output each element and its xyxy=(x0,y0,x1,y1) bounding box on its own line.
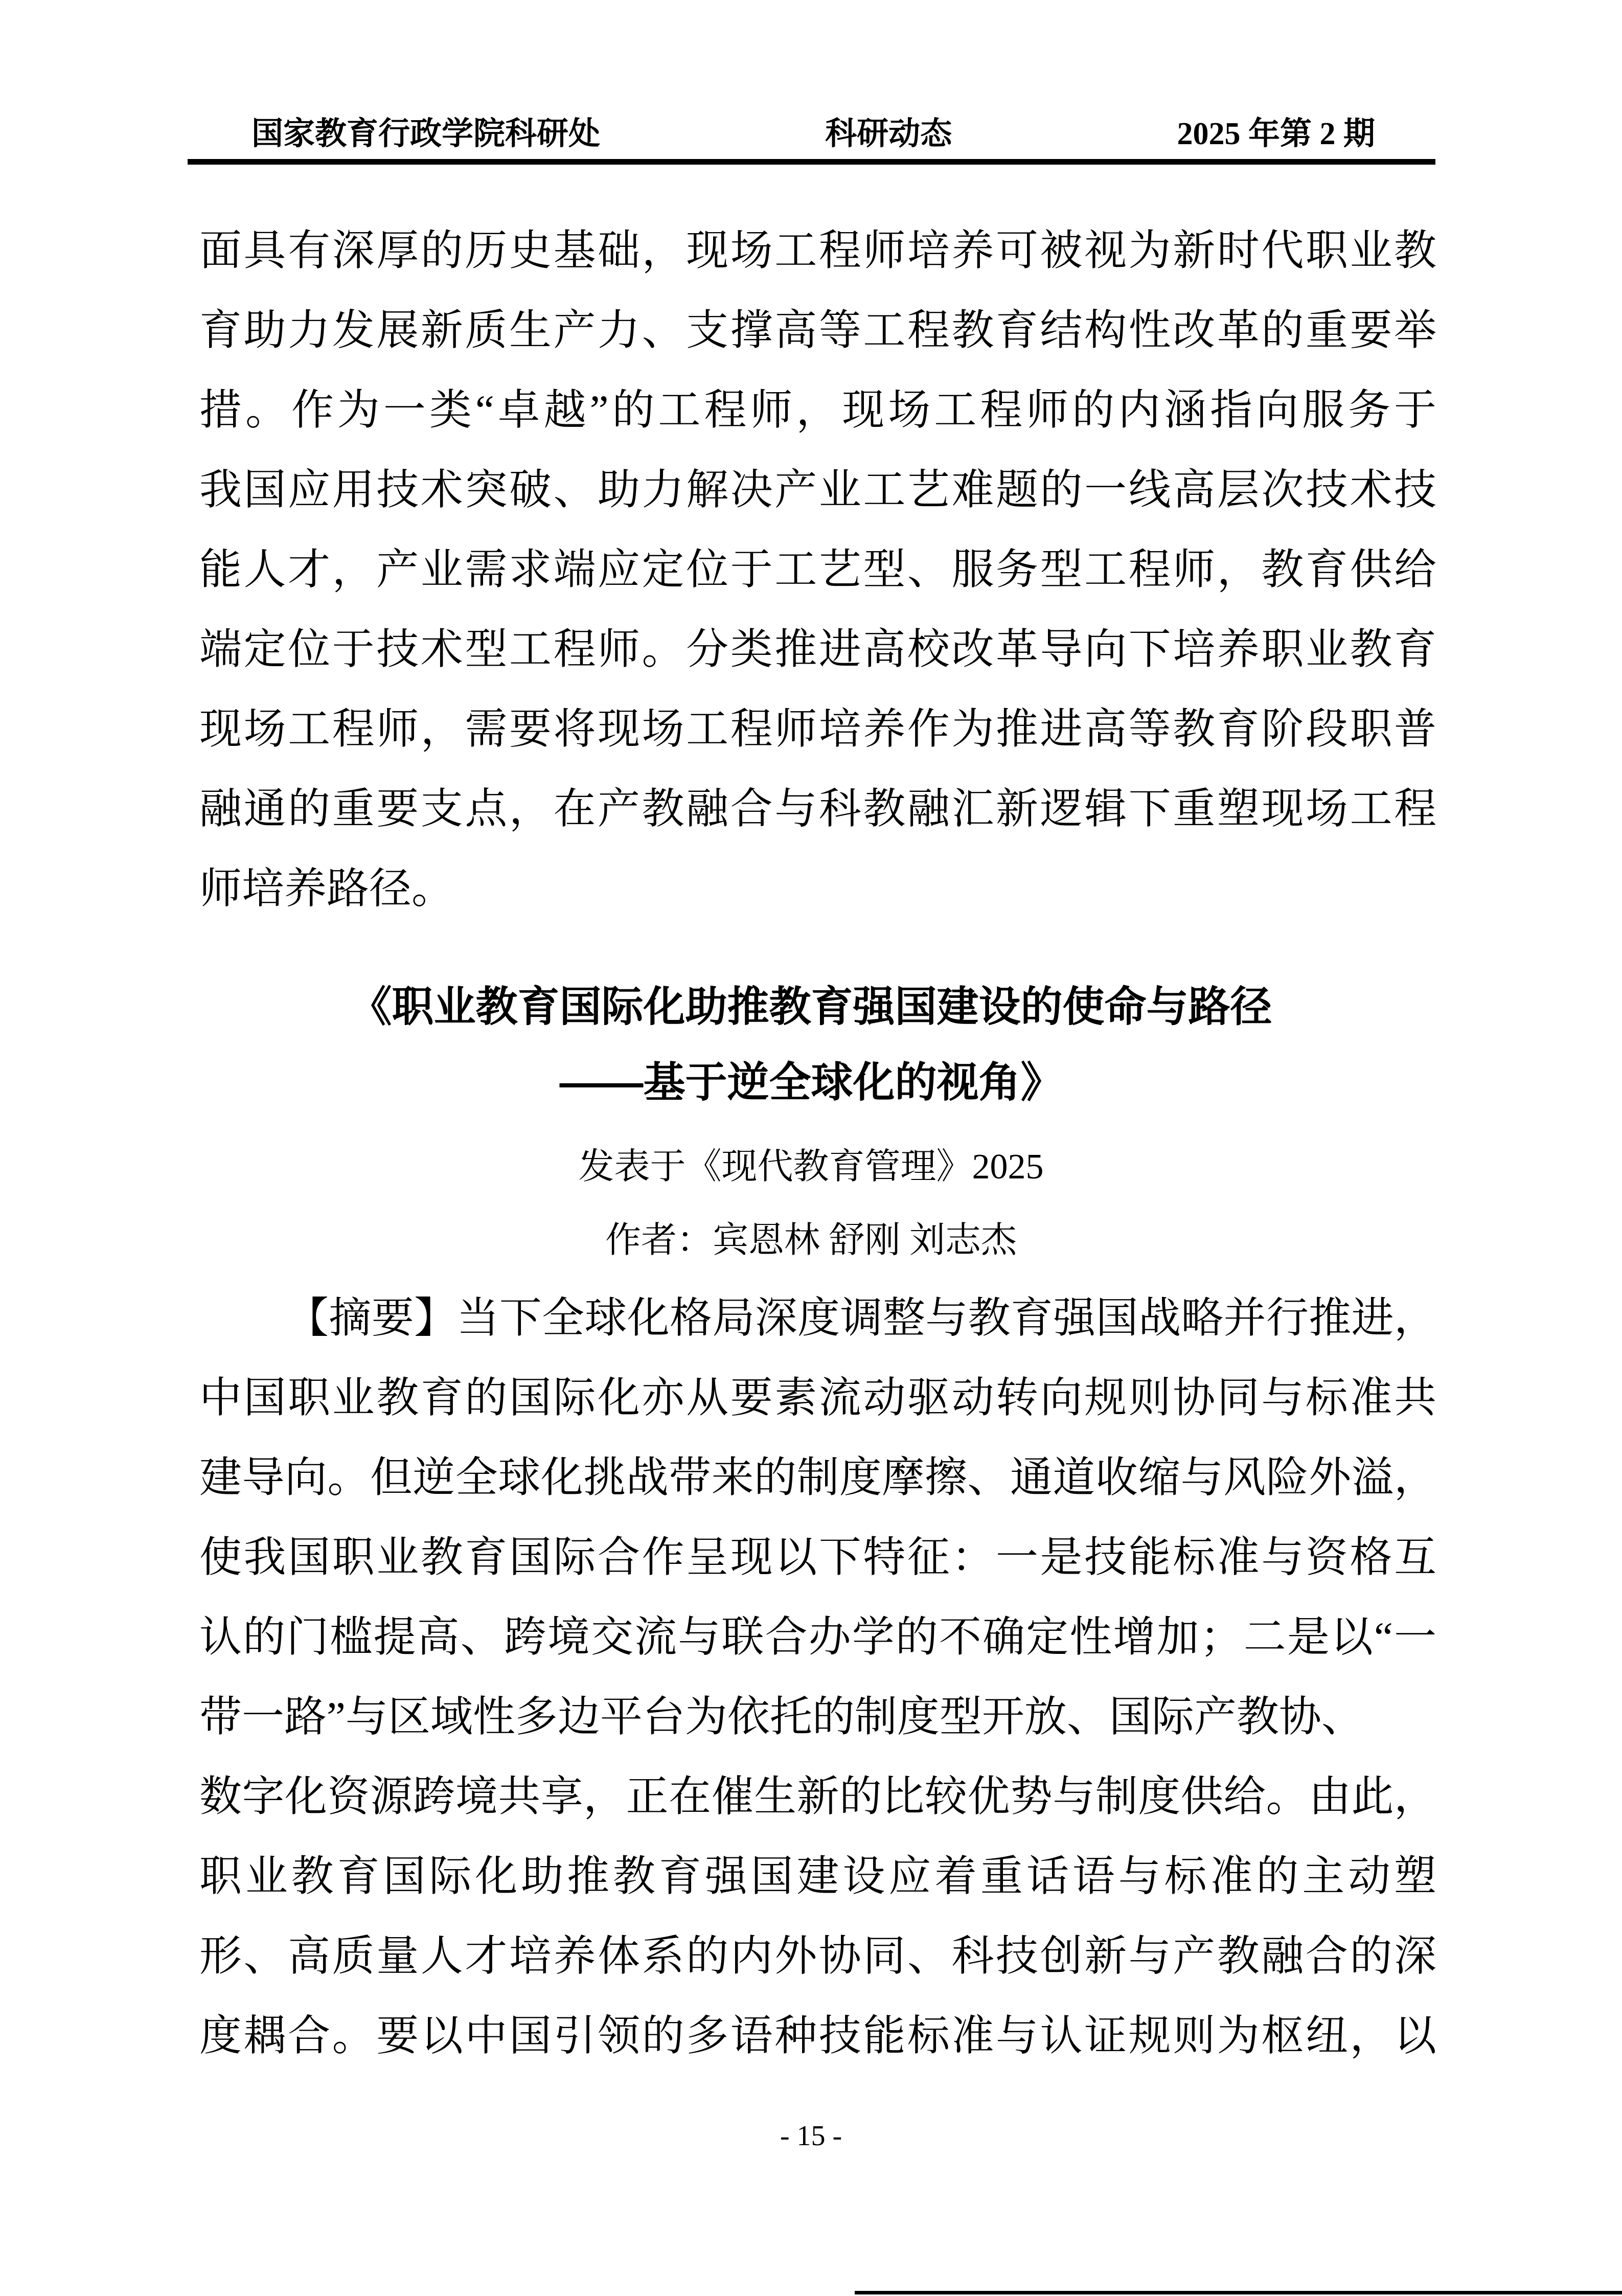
body-text-line: 融通的重要支点，在产教融合与科教融汇新逻辑下重塑现场工程 xyxy=(199,785,1436,832)
body-text-line: 面具有深厚的历史基础，现场工程师培养可被视为新时代职业教 xyxy=(199,227,1436,274)
article-title-line-2: ——基于逆全球化的视角》 xyxy=(559,1059,1063,1106)
abstract-line: 【摘要】当下全球化格局深度调整与教育强国战略并行推进， xyxy=(286,1294,1436,1342)
abstract-line: 认的门槛提高、跨境交流与联合办学的不确定性增加；二是以“一 xyxy=(199,1613,1436,1661)
abstract-line: 建导向。但逆全球化挑战带来的制度摩擦、通道收缩与风险外溢， xyxy=(199,1454,1436,1501)
publication-line: 发表于《现代教育管理》2025 xyxy=(578,1147,1044,1187)
body-paragraph xyxy=(199,211,1436,928)
abstract-line: 数字化资源跨境共享，正在催生新的比较优势与制度供给。由此， xyxy=(199,1773,1436,1820)
abstract-paragraph xyxy=(199,1278,1436,2076)
abstract-line: 中国职业教育的国际化亦从要素流动驱动转向规则协同与标准共 xyxy=(199,1374,1436,1421)
body-text-line: 师培养路径。 xyxy=(199,865,454,912)
header-left-org: 国家教育行政学院科研处 xyxy=(252,117,601,151)
page-number: - 15 - xyxy=(780,2120,842,2152)
body-text-line: 现场工程师，需要将现场工程师培养作为推进高等教育阶段职普 xyxy=(199,706,1436,753)
abstract-line: 带一路”与区域性多边平台为依托的制度型开放、国际产教协、 xyxy=(199,1693,1364,1740)
body-text-line: 我国应用技术突破、助力解决产业工艺难题的一线高层次技术技 xyxy=(199,466,1436,513)
body-text-line: 端定位于技术型工程师。分类推进高校改革导向下培养职业教育 xyxy=(199,626,1436,673)
authors-line: 作者：宾恩林 舒刚 刘志杰 xyxy=(605,1221,1017,1260)
header-rule xyxy=(188,159,1435,165)
abstract-line: 使我国职业教育国际合作呈现以下特征：一是技能标准与资格互 xyxy=(199,1534,1436,1581)
header-center-title: 科研动态 xyxy=(825,117,952,151)
bottom-partial-rule xyxy=(855,2291,1622,2294)
abstract-line: 职业教育国际化助推教育强国建设应着重话语与标准的主动塑 xyxy=(199,1853,1436,1900)
page-header xyxy=(188,113,1435,154)
header-right-issue: 2025 年第 2 期 xyxy=(1177,117,1375,151)
body-text-line: 育助力发展新质生产力、支撑高等工程教育结构性改革的重要举 xyxy=(199,307,1436,354)
body-text-line: 措。作为一类“卓越”的工程师，现场工程师的内涵指向服务于 xyxy=(199,387,1436,434)
article-title-line-1: 《职业教育国际化助推教育强国建设的使命与路径 xyxy=(350,984,1272,1030)
abstract-line: 度耦合。要以中国引领的多语种技能标准与认证规则为枢纽，以 xyxy=(199,2012,1436,2059)
body-text-line: 能人才，产业需求端应定位于工艺型、服务型工程师，教育供给 xyxy=(199,546,1436,593)
abstract-line: 形、高质量人才培养体系的内外协同、科技创新与产教融合的深 xyxy=(199,1933,1436,1980)
